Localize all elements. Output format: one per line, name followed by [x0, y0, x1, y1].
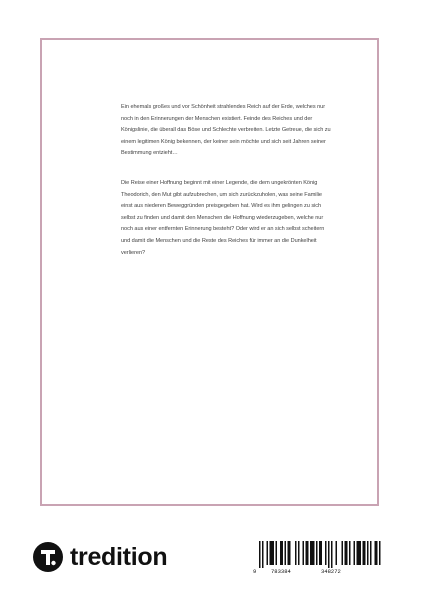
- barcode-bar: [370, 541, 372, 565]
- barcode-bar: [310, 541, 315, 565]
- barcode-bar: [375, 541, 378, 565]
- barcode-bar: [349, 541, 351, 565]
- barcode-bar: [325, 541, 327, 565]
- barcode-bar: [270, 541, 275, 565]
- barcode-bar: [276, 541, 278, 565]
- isbn-barcode: [253, 541, 385, 575]
- barcode-bar: [354, 541, 356, 565]
- barcode-bar: [298, 541, 300, 565]
- barcode-bar: [262, 541, 264, 568]
- barcode-digit-first: 9: [253, 568, 257, 575]
- publisher-logo: [33, 540, 167, 574]
- barcode-bar: [357, 541, 362, 565]
- barcode-bar: [345, 541, 348, 565]
- barcode-bar: [342, 541, 344, 565]
- tredition-logo-icon: [33, 542, 63, 572]
- publisher-name: tredition: [70, 542, 168, 571]
- barcode-bar: [280, 541, 283, 565]
- barcode-bar: [331, 541, 333, 568]
- barcode-bar: [303, 541, 305, 565]
- barcode-group-2: 348272: [321, 568, 341, 575]
- barcode-bar: [367, 541, 369, 565]
- barcode-bar: [328, 541, 330, 568]
- back-cover-blurb: [121, 102, 331, 277]
- barcode-bar: [259, 541, 261, 568]
- barcode-bar: [285, 541, 287, 565]
- blurb-paragraph-2: Die Reise einer Hoffnung beginnt mit einer Legende, die dem ungekrönten König Theodorich, den Mut gibt aufzubrechen, um sich zurückzuholen, was seine Familie einst aus niederen Beweggründen preisgegeben hat. Wird es ihm gelingen zu sich selbst zu finden und damit den Menschen die Hoffnung wiederzugeben, welche nur noch aus einer entfernten Erinnerung besteht? Oder wird er an sich selbst scheitern und damit die Menschen und die Reste des Reiches für immer an die Dunkelheit verlieren?: [121, 179, 325, 256]
- barcode-bar: [379, 541, 381, 565]
- barcode-bar: [336, 541, 338, 565]
- barcode-bar: [316, 541, 318, 565]
- barcode-bar: [306, 541, 309, 565]
- blurb-paragraph-1: Ein ehemals großes und vor Schönheit strahlendes Reich auf der Erde, welches nur noch in den Erinnerungen der Menschen existiert. Feinde des Reiches und der Königslinie, die überall das Böse und Schlechte verbreiten. Letzte Getreue, die sich zu einem legitimen König bekennen, der keiner sein möchte und sich seit Jahren seiner Bestimmung entzieht…: [121, 104, 331, 157]
- barcode-bar: [288, 541, 291, 565]
- barcode-bar: [363, 541, 366, 565]
- barcode-bar: [295, 541, 297, 565]
- barcode-group-1: 783384: [271, 568, 291, 575]
- barcode-bar: [267, 541, 269, 565]
- barcode-bar: [319, 541, 322, 565]
